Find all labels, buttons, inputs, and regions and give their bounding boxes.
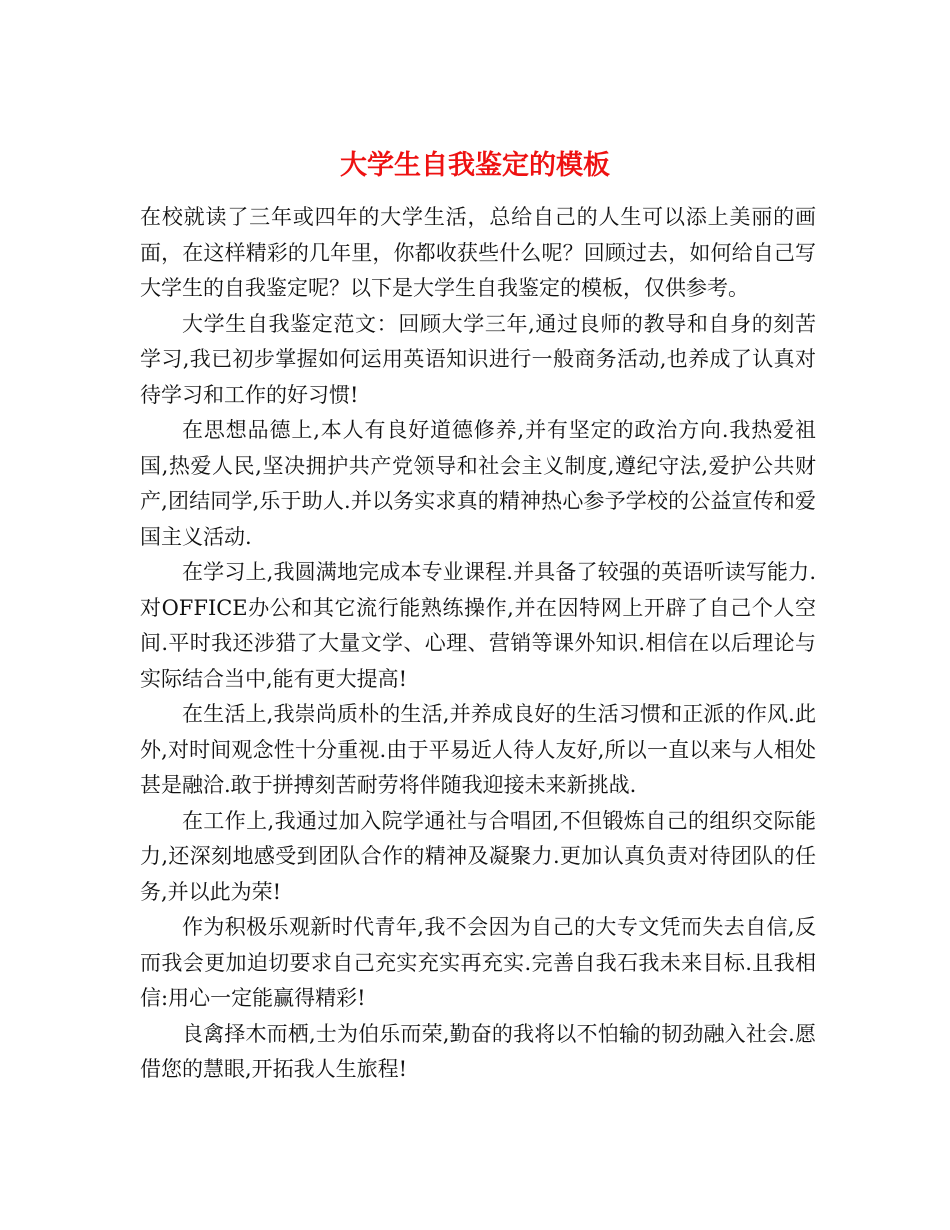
document-title: 大学生自我鉴定的模板 xyxy=(340,150,610,182)
paragraph-summary: 大学生自我鉴定范文：回顾大学三年,通过良师的教导和自身的刻苦学习,我已初步掌握如何运用英语知识进行一般商务活动,也养成了认真对待学习和工作的好习惯! xyxy=(140,311,816,407)
paragraph-study: 在学习上,我圆满地完成本专业课程.并具备了较强的英语听读写能力.对OFFICE办公和其它流行能熟练操作,并在因特网上开辟了自己个人空间.平时我还涉猎了大量文学、心理、营销等课外知识.相信在以后理论与实际结合当中,能有更大提高! xyxy=(140,560,816,691)
paragraph-life: 在生活上,我崇尚质朴的生活,并养成良好的生活习惯和正派的作风.此外,对时间观念性十分重视.由于平易近人待人友好,所以一直以来与人相处甚是融洽.敢于拼搏刻苦耐劳将伴随我迎接未来新挑战. xyxy=(140,702,816,797)
document-body xyxy=(140,200,816,1088)
paragraph-work: 在工作上,我通过加入院学通社与合唱团,不但锻炼自己的组织交际能力,还深刻地感受到团队合作的精神及凝聚力.更加认真负责对待团队的任务,并以此为荣! xyxy=(140,808,816,904)
paragraph-ideology: 在思想品德上,本人有良好道德修养,并有坚定的政治方向.我热爱祖国,热爱人民,坚决拥护共产党领导和社会主义制度,遵纪守法,爱护公共财产,团结同学,乐于助人.并以务实求真的精神热心参予学校的公益宣传和爱国主义活动. xyxy=(140,418,816,549)
paragraph-closing: 良禽择木而栖,士为伯乐而荣,勤奋的我将以不怕输的韧劲融入社会.愿借您的慧眼,开拓我人生旅程! xyxy=(140,1021,816,1081)
paragraph-outlook: 作为积极乐观新时代青年,我不会因为自己的大专文凭而失去自信,反而我会更加迫切要求自己充实充实再充实.完善自我石我未来目标.且我相信:用心一定能赢得精彩! xyxy=(140,915,816,1010)
intro-paragraph: 在校就读了三年或四年的大学生活，总给自己的人生可以添上美丽的画面，在这样精彩的几年里，你都收获些什么呢？回顾过去，如何给自己写大学生的自我鉴定呢？以下是大学生自我鉴定的模板，仅供参考。 xyxy=(140,205,816,300)
